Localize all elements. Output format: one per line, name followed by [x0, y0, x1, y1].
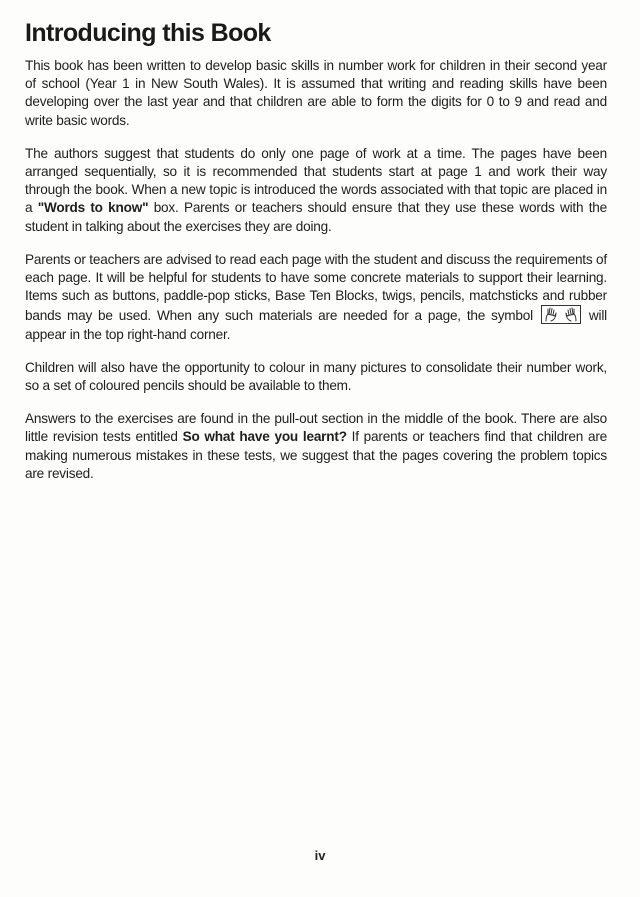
paragraph-answers-text-a: Answers to the exercises are found in the pull-out section in the middle of the book. There are also little revision tests entitled: [25, 411, 607, 445]
revision-test-title: So what have you learnt?: [182, 429, 347, 445]
page-content: [25, 18, 607, 498]
page-number: iv: [314, 848, 326, 863]
paragraph-materials-text-a: Parents or teachers are advised to read each page with the student and discuss the requirements of each page. It will be helpful for students to have some concrete materials to support their learning. Items such as buttons, paddle-pop sticks, Base Ten Blocks, twigs, pencils, matchsticks and rubber bands may be used. When any such materials are needed for a page, the symbol: [25, 251, 607, 324]
paragraph-authors-text-b: box. Parents or teachers should ensure that they use these words with the student in talking about the exercises they are doing.: [25, 200, 608, 234]
page-title: Introducing this Book: [25, 19, 271, 47]
paragraph-intro-text: This book has been written to develop basic skills in number work for children in their second year of school (Year 1 in New South Wales). It is assumed that writing and reading skills have been developing over the last year and that children are able to form the digits for 0 to 9 and read and write basic words.: [25, 58, 607, 128]
paragraph-colouring-text: Children will also have the opportunity to colour in many pictures to consolidate their number work, so a set of coloured pencils should be available to them.: [25, 359, 607, 394]
paragraph-answers-text-b: If parents or teachers find that children are making numerous mistakes in these tests, we suggest that the pages covering the problem topics are revised.: [25, 429, 608, 481]
paragraph-colouring: [25, 359, 607, 395]
paragraph-authors-text-a: The authors suggest that students do only one page of work at a time. The pages have been arranged sequentially, so it is recommended that students start at page 1 and work their way through the book. When a new topic is introduced the words associated with that topic are placed in a: [25, 145, 607, 216]
paragraph-authors: [25, 145, 607, 236]
paragraph-answers: [25, 410, 607, 483]
words-to-know-label: "Words to know": [37, 200, 149, 216]
paragraph-materials: [25, 251, 607, 344]
hands-icon: [541, 305, 581, 324]
paragraph-intro: [25, 57, 607, 130]
paragraph-materials-text-b: will appear in the top right-hand corner.: [25, 308, 608, 342]
